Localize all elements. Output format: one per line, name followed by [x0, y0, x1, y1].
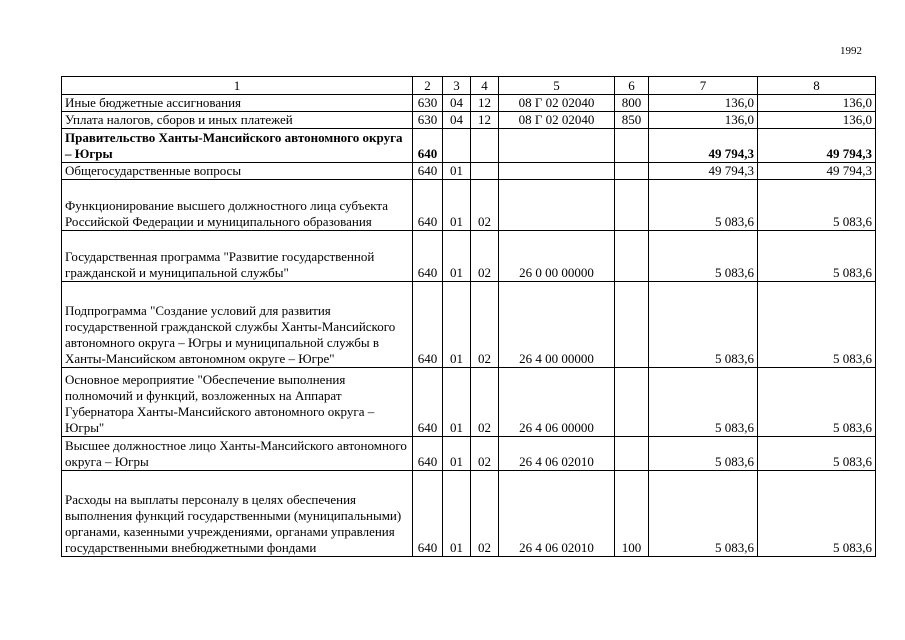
- code-cell: 640: [413, 231, 443, 282]
- amount-cell: 5 083,6: [649, 471, 758, 557]
- amount-cell: 5 083,6: [649, 180, 758, 231]
- row-name-cell: Общегосударственные вопросы: [62, 163, 413, 180]
- table-body: [62, 95, 876, 557]
- table-row: [62, 112, 876, 129]
- expense-type-cell: [615, 437, 649, 471]
- table-row: [62, 282, 876, 368]
- amount-cell: 49 794,3: [649, 163, 758, 180]
- amount-cell: 5 083,6: [649, 437, 758, 471]
- row-name-cell: Уплата налогов, сборов и иных платежей: [62, 112, 413, 129]
- header-cell: 6: [615, 77, 649, 95]
- section-cell: [443, 129, 471, 163]
- section-cell: 01: [443, 368, 471, 437]
- amount-cell: 5 083,6: [758, 231, 876, 282]
- code-cell: 640: [413, 437, 443, 471]
- code-cell: 630: [413, 95, 443, 112]
- section-cell: 01: [443, 282, 471, 368]
- amount-cell: 136,0: [649, 95, 758, 112]
- subsection-cell: 12: [471, 95, 499, 112]
- row-name-cell: Подпрограмма "Создание условий для развития государственной гражданской службы Ханты-Мансийского автономного округа – Югры и муниципальной службы в Ханты-Мансийском автономном округе – Югре": [62, 282, 413, 368]
- section-cell: 01: [443, 437, 471, 471]
- amount-cell: 5 083,6: [649, 282, 758, 368]
- subsection-cell: 02: [471, 471, 499, 557]
- subsection-cell: 02: [471, 282, 499, 368]
- expense-type-cell: [615, 163, 649, 180]
- target-article-cell: 26 4 06 02010: [499, 471, 615, 557]
- target-article-cell: [499, 180, 615, 231]
- header-cell: 4: [471, 77, 499, 95]
- row-name-cell: Иные бюджетные ассигнования: [62, 95, 413, 112]
- amount-cell: 5 083,6: [758, 437, 876, 471]
- header-cell: 1: [62, 77, 413, 95]
- target-article-cell: [499, 129, 615, 163]
- expense-type-cell: 100: [615, 471, 649, 557]
- expense-type-cell: [615, 129, 649, 163]
- table-row: [62, 129, 876, 163]
- row-name-cell: Высшее должностное лицо Ханты-Мансийского автономного округа – Югры: [62, 437, 413, 471]
- section-cell: 01: [443, 231, 471, 282]
- amount-cell: 5 083,6: [758, 282, 876, 368]
- expense-type-cell: [615, 180, 649, 231]
- table-row: [62, 163, 876, 180]
- subsection-cell: [471, 129, 499, 163]
- section-cell: 04: [443, 112, 471, 129]
- target-article-cell: 26 4 06 00000: [499, 368, 615, 437]
- row-name-cell: Функционирование высшего должностного лица субъекта Российской Федерации и муниципального образования: [62, 180, 413, 231]
- amount-cell: 5 083,6: [649, 231, 758, 282]
- header-cell: 2: [413, 77, 443, 95]
- subsection-cell: 02: [471, 437, 499, 471]
- subsection-cell: 02: [471, 231, 499, 282]
- section-cell: 01: [443, 180, 471, 231]
- subsection-cell: 02: [471, 368, 499, 437]
- expense-type-cell: [615, 231, 649, 282]
- amount-cell: 5 083,6: [758, 471, 876, 557]
- header-cell: 7: [649, 77, 758, 95]
- amount-cell: 136,0: [758, 95, 876, 112]
- header-cell: 5: [499, 77, 615, 95]
- expense-type-cell: 850: [615, 112, 649, 129]
- table-row: [62, 95, 876, 112]
- table-row: [62, 231, 876, 282]
- subsection-cell: 12: [471, 112, 499, 129]
- expense-type-cell: 800: [615, 95, 649, 112]
- table-row: [62, 471, 876, 557]
- amount-cell: 136,0: [758, 112, 876, 129]
- target-article-cell: 08 Г 02 02040: [499, 95, 615, 112]
- code-cell: 640: [413, 180, 443, 231]
- header-cell: 8: [758, 77, 876, 95]
- page-number: 1992: [840, 45, 862, 57]
- subsection-cell: 02: [471, 180, 499, 231]
- target-article-cell: 26 4 06 02010: [499, 437, 615, 471]
- target-article-cell: [499, 163, 615, 180]
- amount-cell: 5 083,6: [758, 368, 876, 437]
- row-name-cell: Государственная программа "Развитие государственной гражданской и муниципальной службы": [62, 231, 413, 282]
- amount-cell: 49 794,3: [758, 163, 876, 180]
- code-cell: 640: [413, 471, 443, 557]
- table-row: [62, 368, 876, 437]
- table-row: [62, 437, 876, 471]
- amount-cell: 49 794,3: [649, 129, 758, 163]
- row-name-cell: Основное мероприятие "Обеспечение выполнения полномочий и функций, возложенных на Аппарат Губернатора Ханты-Мансийского автономного округа – Югры": [62, 368, 413, 437]
- code-cell: 640: [413, 163, 443, 180]
- subsection-cell: [471, 163, 499, 180]
- expense-type-cell: [615, 282, 649, 368]
- target-article-cell: 26 4 00 00000: [499, 282, 615, 368]
- section-cell: 04: [443, 95, 471, 112]
- code-cell: 640: [413, 282, 443, 368]
- budget-table: [61, 76, 876, 557]
- amount-cell: 49 794,3: [758, 129, 876, 163]
- amount-cell: 5 083,6: [649, 368, 758, 437]
- row-name-cell: Правительство Ханты-Мансийского автономного округа – Югры: [62, 129, 413, 163]
- section-cell: 01: [443, 471, 471, 557]
- code-cell: 640: [413, 129, 443, 163]
- target-article-cell: 08 Г 02 02040: [499, 112, 615, 129]
- code-cell: 640: [413, 368, 443, 437]
- row-name-cell: Расходы на выплаты персоналу в целях обеспечения выполнения функций государственными (муниципальными) органами, казенными учреждениями, органами управления государственными внебюджетными фондами: [62, 471, 413, 557]
- expense-type-cell: [615, 368, 649, 437]
- header-cell: 3: [443, 77, 471, 95]
- table-header-row: [62, 77, 876, 95]
- table-row: [62, 180, 876, 231]
- amount-cell: 5 083,6: [758, 180, 876, 231]
- target-article-cell: 26 0 00 00000: [499, 231, 615, 282]
- section-cell: 01: [443, 163, 471, 180]
- code-cell: 630: [413, 112, 443, 129]
- amount-cell: 136,0: [649, 112, 758, 129]
